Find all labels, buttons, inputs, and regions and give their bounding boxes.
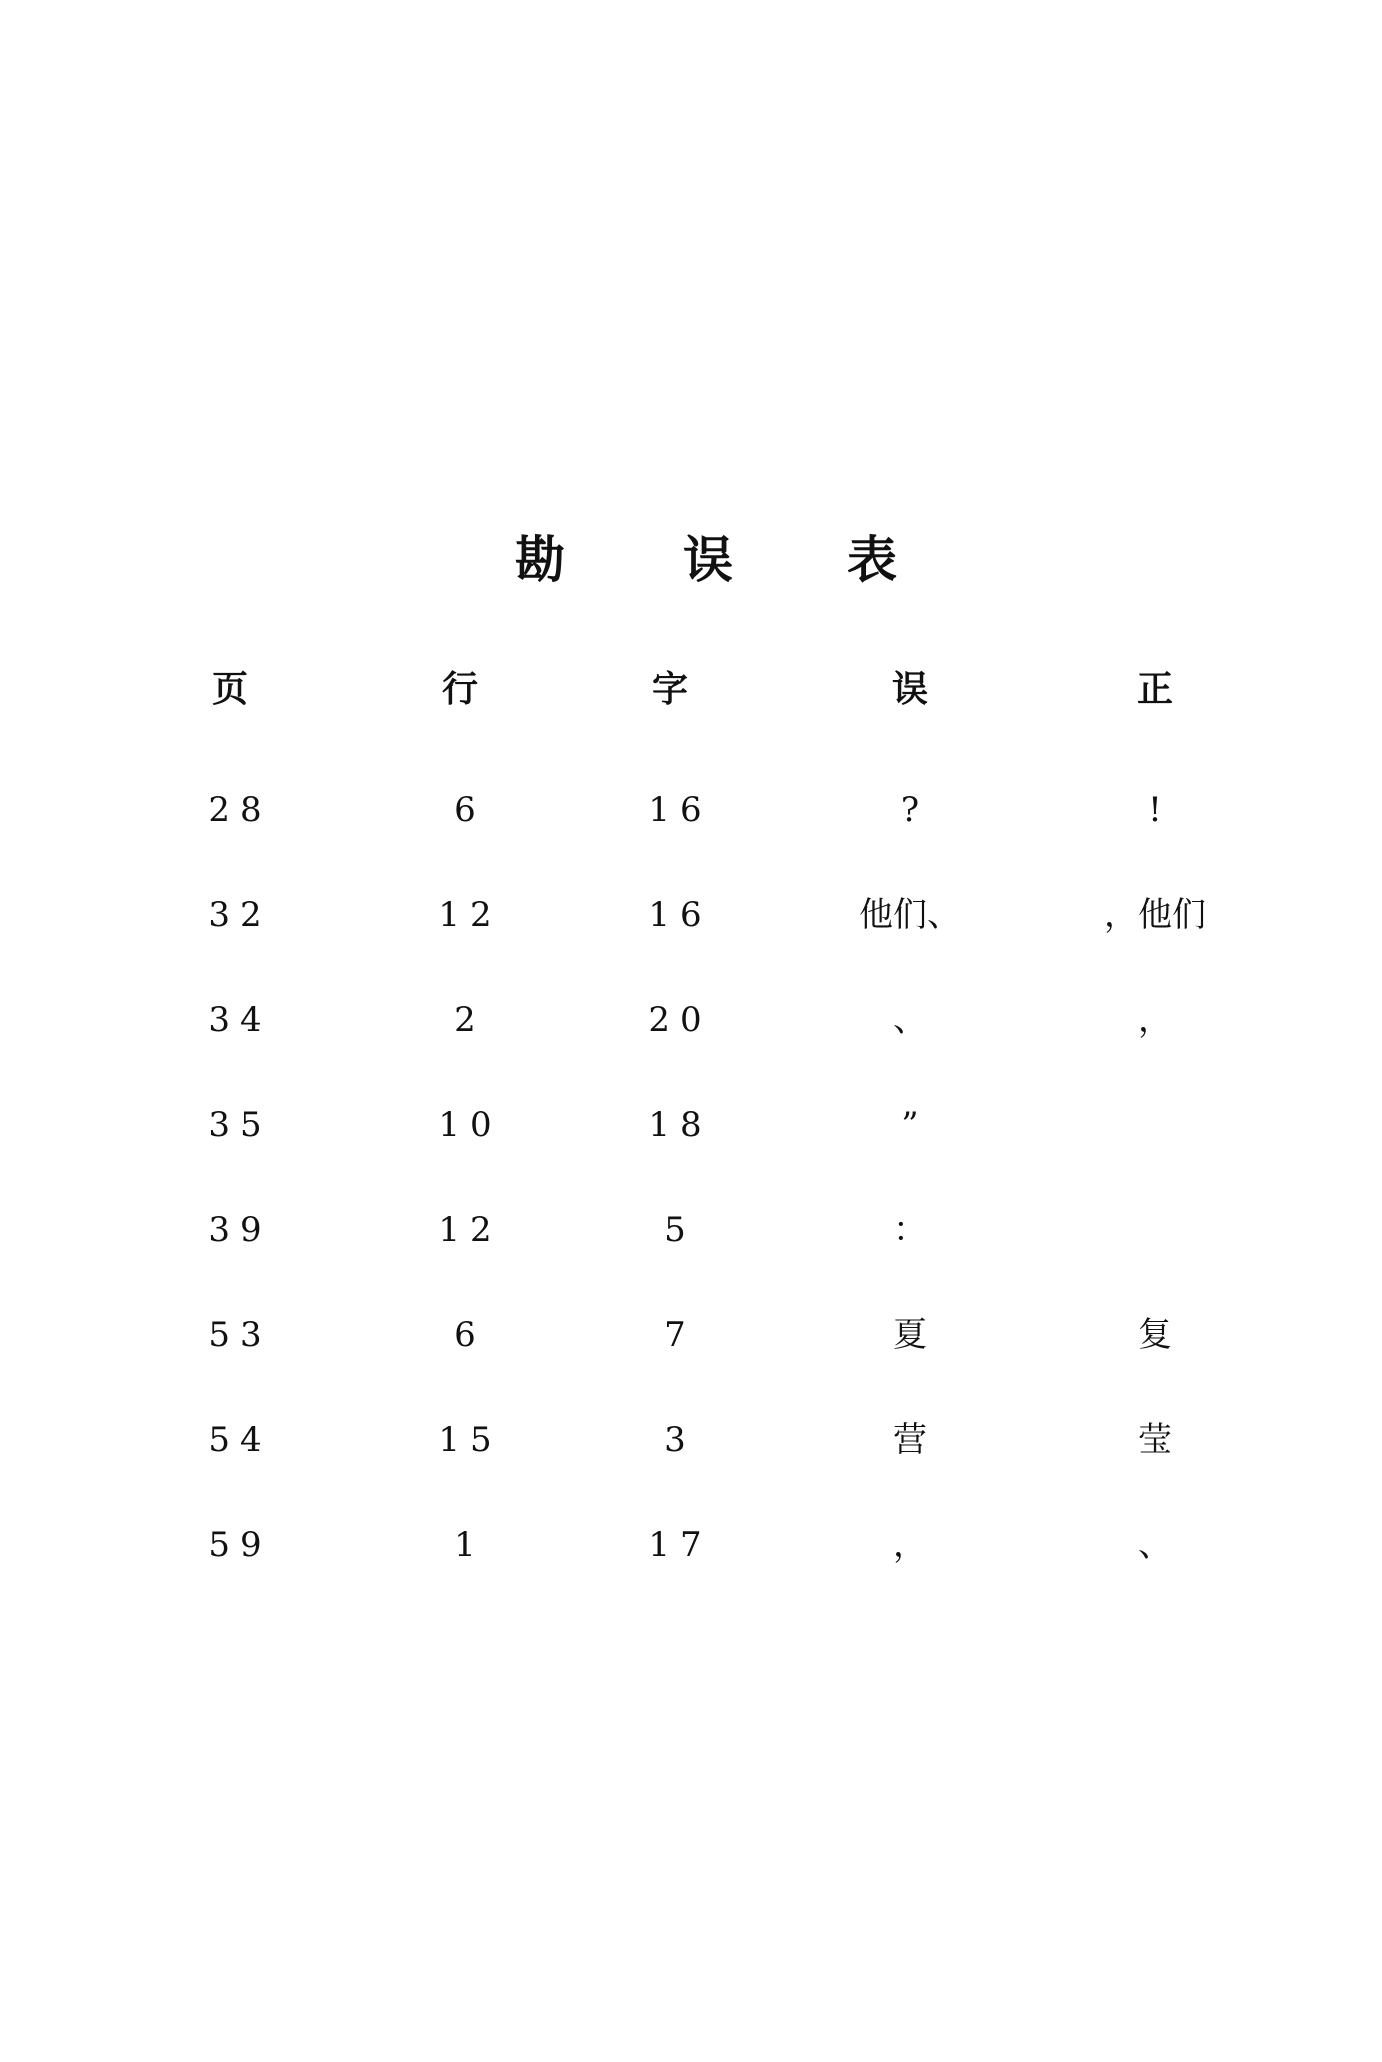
table-row xyxy=(0,875,1382,980)
header-correct: 正 xyxy=(1136,669,1173,710)
cell-page: 32 xyxy=(208,895,272,935)
cell-wrong: 营 xyxy=(893,1420,927,1460)
cell-correct: ， xyxy=(1138,1000,1172,1040)
table-row xyxy=(0,980,1382,1085)
cell-page: 53 xyxy=(208,1315,272,1355)
cell-char: 17 xyxy=(648,1525,712,1565)
cell-wrong: ” xyxy=(901,1105,919,1145)
table-row xyxy=(0,1505,1382,1610)
cell-wrong: 夏 xyxy=(893,1315,927,1355)
cell-wrong: ： xyxy=(893,1210,927,1250)
cell-page: 39 xyxy=(208,1210,272,1250)
cell-line: 12 xyxy=(438,895,502,935)
table-row xyxy=(0,1085,1382,1190)
table-row xyxy=(0,1295,1382,1400)
title-char-1: 勘 xyxy=(515,531,565,589)
table-row xyxy=(0,1400,1382,1505)
cell-correct: 莹 xyxy=(1138,1420,1172,1460)
title-char-3: 表 xyxy=(847,531,897,589)
cell-correct: 复 xyxy=(1138,1315,1172,1355)
cell-line: 10 xyxy=(438,1105,502,1145)
cell-char: 20 xyxy=(648,1000,712,1040)
cell-line: 15 xyxy=(438,1420,502,1460)
cell-page: 28 xyxy=(208,790,272,830)
cell-page: 59 xyxy=(208,1525,272,1565)
cell-char: 3 xyxy=(664,1420,696,1460)
cell-page: 35 xyxy=(208,1105,272,1145)
cell-wrong: ? xyxy=(900,790,920,830)
cell-char: 5 xyxy=(664,1210,696,1250)
cell-line: 6 xyxy=(454,790,486,830)
header-char: 字 xyxy=(651,669,688,710)
table-row xyxy=(0,1190,1382,1295)
errata-title xyxy=(0,520,1382,600)
cell-line: 6 xyxy=(454,1315,486,1355)
cell-char: 16 xyxy=(648,895,712,935)
cell-correct: 、 xyxy=(1138,1525,1172,1565)
cell-char: 16 xyxy=(648,790,712,830)
cell-correct: ，他们 xyxy=(1104,895,1206,935)
cell-char: 18 xyxy=(648,1105,712,1145)
header-page: 页 xyxy=(211,669,248,710)
cell-char: 7 xyxy=(664,1315,696,1355)
title-char-2: 误 xyxy=(683,531,733,589)
cell-line: 12 xyxy=(438,1210,502,1250)
cell-wrong: 、 xyxy=(893,1000,927,1040)
table-row xyxy=(0,770,1382,875)
errata-table xyxy=(0,650,1382,1610)
cell-correct: ! xyxy=(1148,790,1162,830)
cell-page: 34 xyxy=(208,1000,272,1040)
cell-page: 54 xyxy=(208,1420,272,1460)
header-wrong: 误 xyxy=(891,669,928,710)
cell-line: 2 xyxy=(454,1000,486,1040)
table-header-row xyxy=(0,650,1382,770)
cell-wrong: 他们、 xyxy=(859,895,961,935)
cell-wrong: ， xyxy=(893,1525,927,1565)
header-line: 行 xyxy=(441,669,478,710)
cell-line: 1 xyxy=(454,1525,486,1565)
